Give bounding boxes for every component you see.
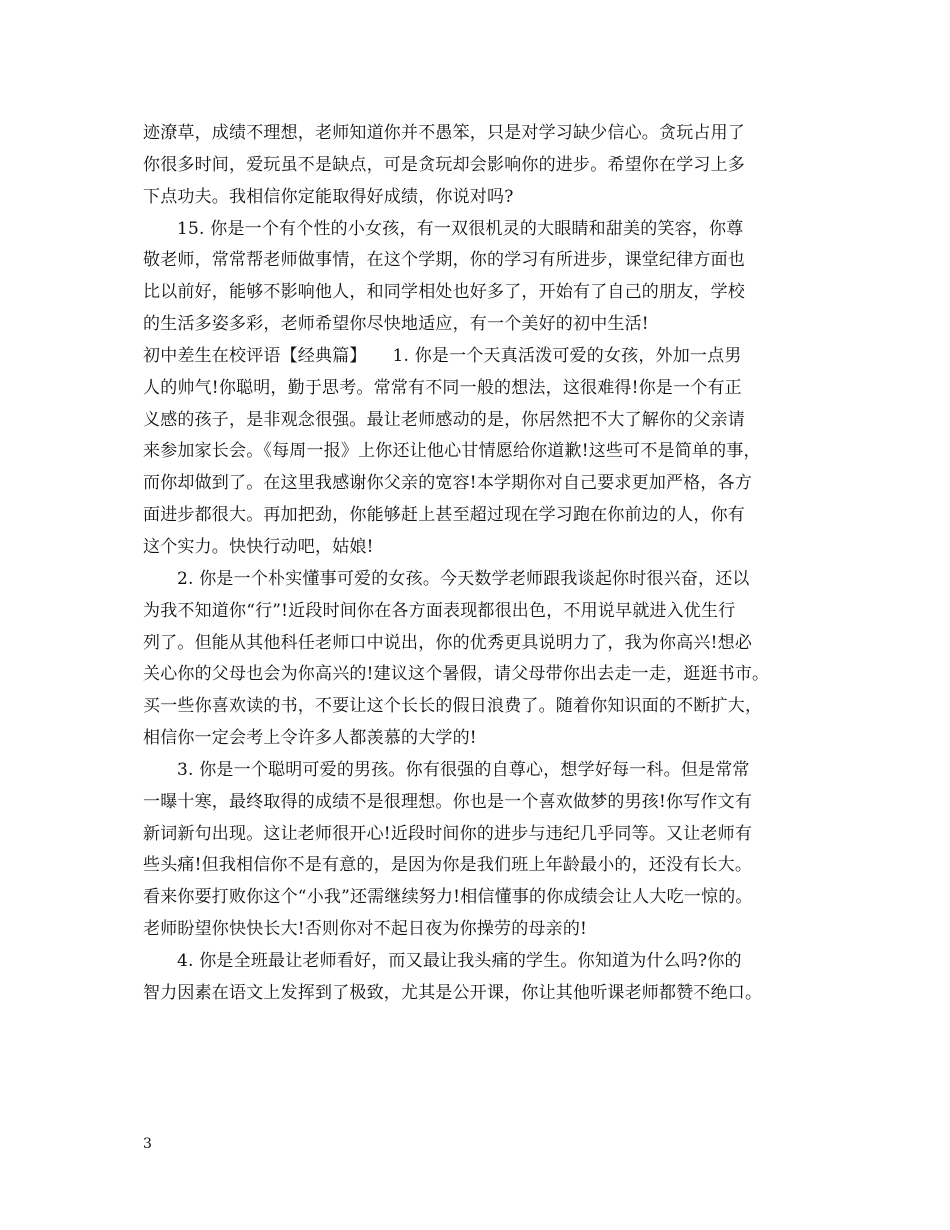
text-line: 15. 你是一个有个性的小女孩，有一双很机灵的大眼睛和甜美的笑容，你尊 (177, 218, 744, 239)
text-line: 智力因素在语文上发挥到了极致，尤其是公开课，你让其他听课老师都赞不绝口。 (143, 982, 763, 1003)
body-text (143, 118, 823, 1010)
text-line: 人的帅气!你聪明，勤于思考。常常有不同一般的想法，这很难得!你是一个有正 (143, 377, 742, 398)
text-line: 这个实力。快快行动吧，姑娘! (143, 536, 374, 557)
text-line: 来参加家长会。《每周一报》上你还让他心甘情愿给你道歉!这些可不是简单的事， (143, 441, 761, 462)
text-line: 老师盼望你快快长大!否则你对不起日夜为你操劳的母亲的! (143, 919, 588, 940)
text-line: 看来你要打败你这个“小我”还需继续努力!相信懂事的你成绩会让人大吃一惊的。 (143, 887, 753, 908)
text-line: 你很多时间，爱玩虽不是缺点，可是贪玩却会影响你的进步。希望你在学习上多 (143, 154, 745, 175)
text-line: 3. 你是一个聪明可爱的男孩。你有很强的自尊心，想学好每一科。但是常常 (177, 759, 750, 780)
text-line: 比以前好，能够不影响他人，和同学相处也好多了，开始有了自己的朋友，学校 (143, 282, 745, 303)
text-line: 面进步都很大。再加把劲，你能够赶上甚至超过现在学习跑在你前边的人，你有 (143, 505, 745, 526)
text-line: 而你却做到了。在这里我感谢你父亲的宽容!本学期你对自己要求更加严格，各方 (143, 473, 753, 494)
text-line: 些头痛!但我相信你不是有意的，是因为你是我们班上年龄最小的，还没有长大。 (143, 855, 753, 876)
text-line: 下点功夫。我相信你定能取得好成绩，你说对吗? (143, 186, 514, 207)
text-line: 买一些你喜欢读的书，不要让这个长长的假日浪费了。随着你知识面的不断扩大， (143, 696, 763, 717)
text-line: 迹潦草，成绩不理想，老师知道你并不愚笨，只是对学习缺少信心。贪玩占用了 (143, 123, 745, 143)
text-line: 相信你一定会考上令许多人都羡慕的大学的! (143, 728, 477, 749)
text-line: 一曝十寒，最终取得的成绩不是很理想。你也是一个喜欢做梦的男孩!你写作文有 (143, 791, 753, 812)
text-line: 义感的孩子，是非观念很强。最让老师感动的是，你居然把不大了解你的父亲请 (143, 409, 745, 430)
text-line: 4. 你是全班最让老师看好，而又最让我头痛的学生。你知道为什么吗?你的 (177, 950, 742, 971)
page-number: 3 (143, 1136, 152, 1152)
text-line: 新词新句出现。这让老师很开心!近段时间你的进步与违纪几乎同等。又让老师有 (143, 823, 753, 844)
text-line: 关心你的父母也会为你高兴的!建议这个暑假，请父母带你出去走一走，逛逛书市。 (143, 664, 770, 685)
text-line: 敬老师，常常帮老师做事情，在这个学期，你的学习有所进步，课堂纪律方面也 (143, 250, 745, 271)
text-line: 初中差生在校评语【经典篇】 1. 你是一个天真活泼可爱的女孩，外加一点男 (143, 345, 742, 366)
text-line: 2. 你是一个朴实懂事可爱的女孩。今天数学老师跟我谈起你时很兴奋，还以 (177, 568, 750, 589)
text-line: 的生活多姿多彩，老师希望你尽快地适应，有一个美好的初中生活! (143, 314, 649, 335)
text-line: 列了。但能从其他科任老师口中说出，你的优秀更具说明力了，我为你高兴!想必 (143, 632, 753, 653)
text-line: 为我不知道你“行”!近段时间你在各方面表现都很出色，不用说早就进入优生行 (143, 600, 736, 621)
